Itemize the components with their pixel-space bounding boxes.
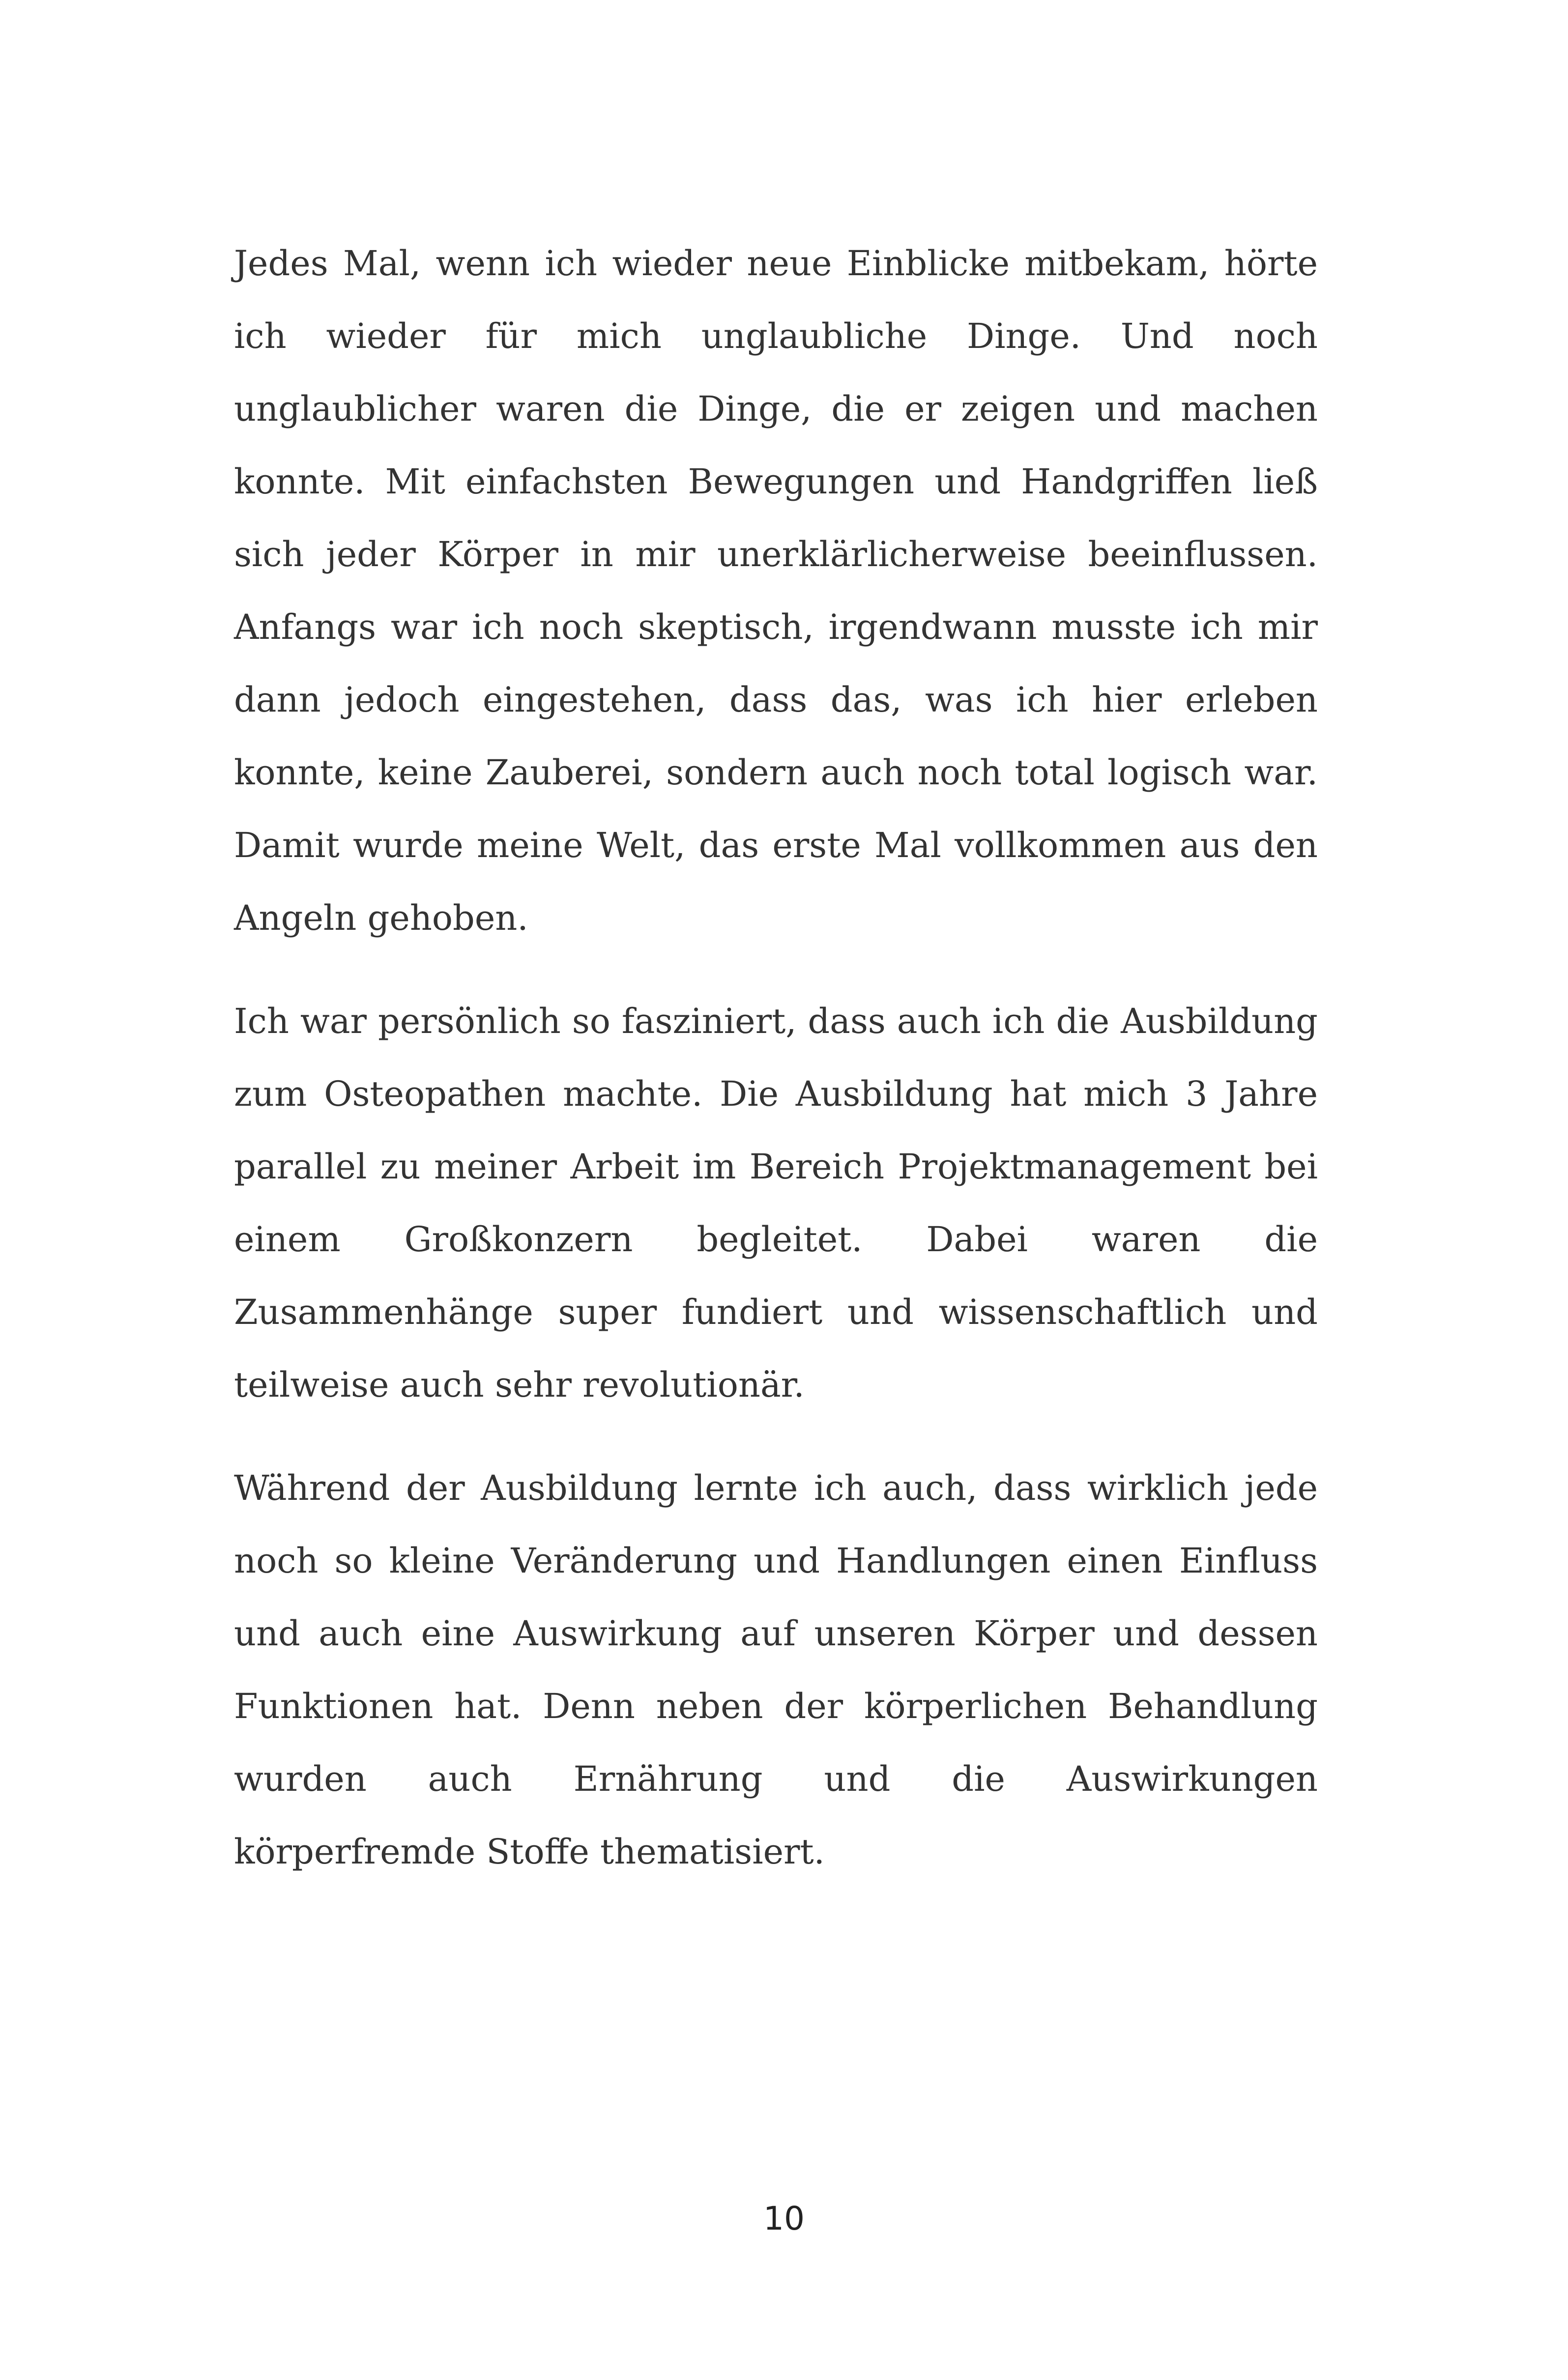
paragraph-3: Während der Ausbildung lernte ich auch, dass wirklich jede noch so kleine Veränderung und Handlungen einen Einfluss und auch eine Auswirkung auf unseren Körper und dessen Funktionen hat. Denn neben der körperlichen Behandlung wurden auch Ernährung und die Auswirkungen körperfremde Stoffe thematisiert.: [234, 1468, 1318, 1872]
body-text: [234, 227, 1318, 1919]
paragraph-2: Ich war persönlich so fasziniert, dass auch ich die Ausbildung zum Osteopathen machte. Die Ausbildung hat mich 3 Jahre parallel zu meiner Arbeit im Bereich Projektmanagement bei einem Großkonzern begleitet. Dabei waren die Zusammenhänge super fundiert und wissenschaftlich und teilweise auch sehr revolutionär.: [234, 1001, 1318, 1405]
page-number: 10: [763, 2200, 805, 2237]
paragraph-1: Jedes Mal, wenn ich wieder neue Einblicke mitbekam, hörte ich wieder für mich unglaubliche Dinge. Und noch unglaublicher waren die Dinge, die er zeigen und machen konnte. Mit einfachsten Bewegungen und Handgriffen ließ sich jeder Körper in mir unerklärlicherweise beeinflussen. Anfangs war ich noch skeptisch, irgendwann musste ich mir dann jedoch eingestehen, dass das, was ich hier erleben konnte, keine Zauberei, sondern auch noch total logisch war. Damit wurde meine Welt, das erste Mal vollkommen aus den Angeln gehoben.: [234, 243, 1318, 938]
